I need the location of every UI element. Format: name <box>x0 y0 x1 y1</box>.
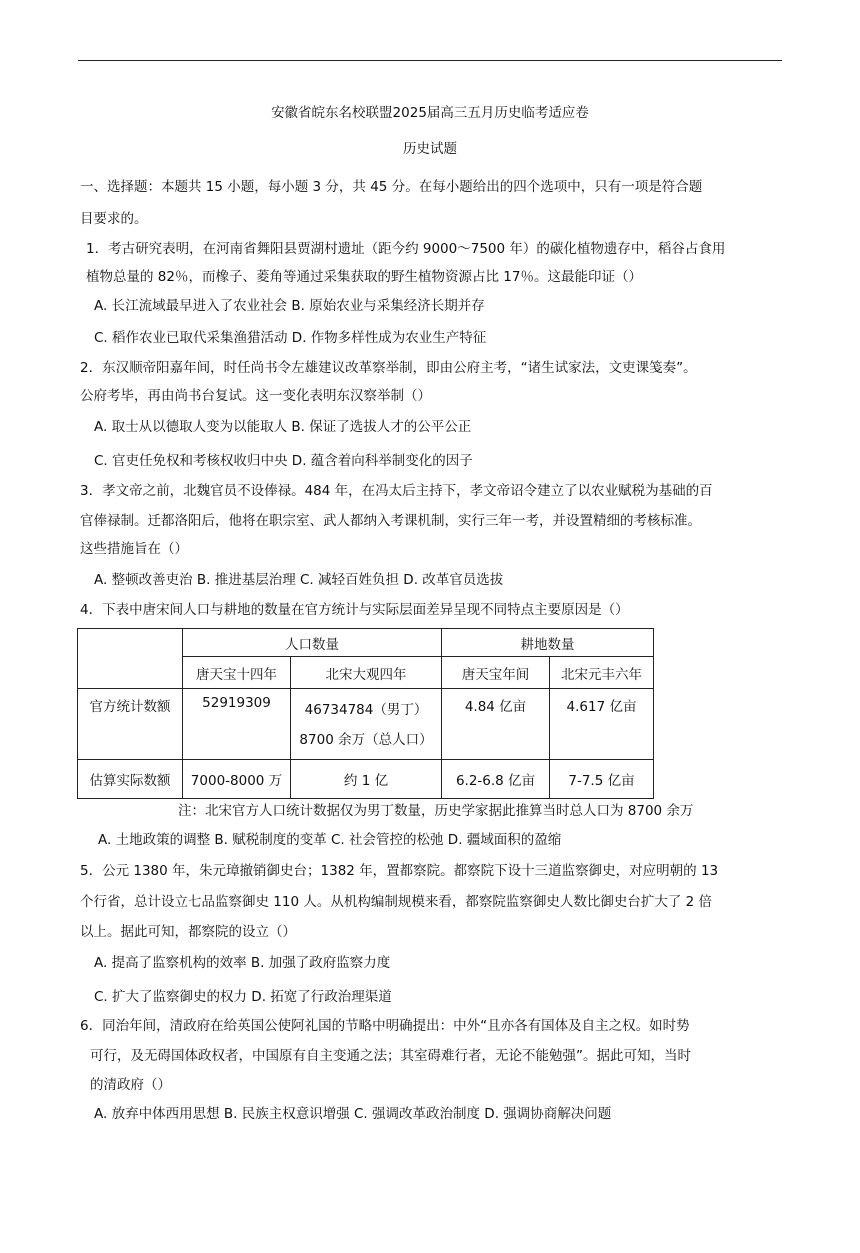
table-official-song-total: 8700 余万（总人口） <box>299 732 433 748</box>
q4-options: A. 土地政策的调整 B. 赋税制度的变革 C. 社会管控的松弛 D. 疆域面积的盈缩 <box>98 832 562 848</box>
table-col-song-land: 北宋元丰六年 <box>550 657 654 689</box>
population-land-table <box>77 628 654 799</box>
q2-options-cd: C. 官吏任免权和考核权收归中央 D. 蕴含着向科举制变化的因子 <box>94 453 473 469</box>
q3-stem-3: 这些措施旨在（） <box>80 541 188 557</box>
q5-options-ab: A. 提高了监察机构的效率 B. 加强了政府监察力度 <box>94 955 391 971</box>
q1-options-ab: A. 长江流域最早进入了农业社会 B. 原始农业与采集经济长期并存 <box>94 298 485 314</box>
table-corner-cell <box>78 629 183 689</box>
q1-stem-2: 植物总量的 82％，而橡子、菱角等通过采集获取的野生植物资源占比 17％。这最能印证（） <box>86 269 642 285</box>
q6-stem-2: 可行，及无碍国体政权者，中国原有自主变通之法；其室碍难行者，无论不能勉强”。据此可知，当时 <box>90 1048 691 1064</box>
table-estimate-song-pop: 约 1 亿 <box>291 760 442 799</box>
table-estimate-song-land: 7-7.5 亿亩 <box>550 760 654 799</box>
exam-subtitle: 历史试题 <box>403 141 457 157</box>
q6-options: A. 放弃中体西用思想 B. 民族主权意识增强 C. 强调改革政治制度 D. 强调协商解决问题 <box>94 1106 612 1122</box>
q5-options-cd: C. 扩大了监察御史的权力 D. 拓宽了行政治理渠道 <box>94 989 392 1005</box>
header-rule <box>78 60 782 61</box>
table-official-song-pop <box>291 689 442 760</box>
table-official-tang-pop: 52919309 <box>183 689 291 760</box>
exam-title: 安徽省皖东名校联盟2025届高三五月历史临考适应卷 <box>271 105 589 121</box>
q5-stem-1: 5．公元 1380 年，朱元璋撤销御史台；1382 年，置都察院。都察院下设十三道监察御史，对应明朝的 13 <box>80 863 719 879</box>
q2-stem-1: 2．东汉顺帝阳嘉年间，时任尚书令左雄建议改革察举制，即由公府主考，“诸生试家法，文吏课笺奏”。 <box>80 360 697 376</box>
q1-options-cd: C. 稻作农业已取代采集渔猎活动 D. 作物多样性成为农业生产特征 <box>94 330 487 346</box>
table-official-song-land: 4.617 亿亩 <box>550 689 654 760</box>
table-estimate-tang-land: 6.2-6.8 亿亩 <box>442 760 550 799</box>
table-col-song-pop: 北宋大观四年 <box>291 657 442 689</box>
table-official-song-males: 46734784（男丁） <box>304 702 428 718</box>
q3-stem-1: 3．孝文帝之前，北魏官员不设俸禄。484 年，在冯太后主持下，孝文帝诏令建立了以农业赋税为基础的百 <box>80 483 713 499</box>
q3-stem-2: 官俸禄制。迁都洛阳后，他将在职宗室、武人都纳入考课机制，实行三年一考，并设置精细的考核标准。 <box>80 513 701 529</box>
q2-stem-2: 公府考毕，再由尚书台复试。这一变化表明东汉察举制（） <box>80 388 431 404</box>
q3-options: A. 整顿改善吏治 B. 推进基层治理 C. 减轻百姓负担 D. 改革官员选拔 <box>94 572 504 588</box>
q4-table-note: 注：北宋官方人口统计数据仅为男丁数量，历史学家据此推算当时总人口为 8700 余万 <box>178 803 694 819</box>
q4-stem: 4．下表中唐宋间人口与耕地的数量在官方统计与实际层面差异呈现不同特点主要原因是（） <box>80 602 629 618</box>
table-col-tang-pop: 唐天宝十四年 <box>183 657 291 689</box>
table-row-official-label: 官方统计数额 <box>78 689 183 760</box>
section-instructions-1: 一、选择题：本题共 15 小题，每小题 3 分，共 45 分。在每小题给出的四个选项中，只有一项是符合题 <box>80 179 703 195</box>
q6-stem-1: 6．同治年间，清政府在给英国公使阿礼国的节略中明确提出：中外“且亦各有国体及自主之权。如时势 <box>80 1018 690 1034</box>
table-official-tang-land: 4.84 亿亩 <box>442 689 550 760</box>
section-instructions-2: 目要求的。 <box>80 211 148 227</box>
q1-stem-1: 1．考古研究表明，在河南省舞阳县贾湖村遗址（距今约 9000～7500 年）的碳化植物遗存中，稻谷占食用 <box>86 241 726 257</box>
q6-stem-3: 的清政府（） <box>90 1077 171 1093</box>
table-header-population: 人口数量 <box>183 629 442 657</box>
table-estimate-tang-pop: 7000-8000 万 <box>183 760 291 799</box>
q5-stem-3: 以上。据此可知，都察院的设立（） <box>80 924 296 940</box>
table-row-estimate-label: 估算实际数额 <box>78 760 183 799</box>
table-header-farmland: 耕地数量 <box>442 629 654 657</box>
q5-stem-2: 个行省，总计设立七品监察御史 110 人。从机构编制规模来看，都察院监察御史人数比御史台扩大了 2 倍 <box>80 894 713 910</box>
q2-options-ab: A. 取士从以德取人变为以能取人 B. 保证了选拔人才的公平公正 <box>94 419 472 435</box>
table-col-tang-land: 唐天宝年间 <box>442 657 550 689</box>
